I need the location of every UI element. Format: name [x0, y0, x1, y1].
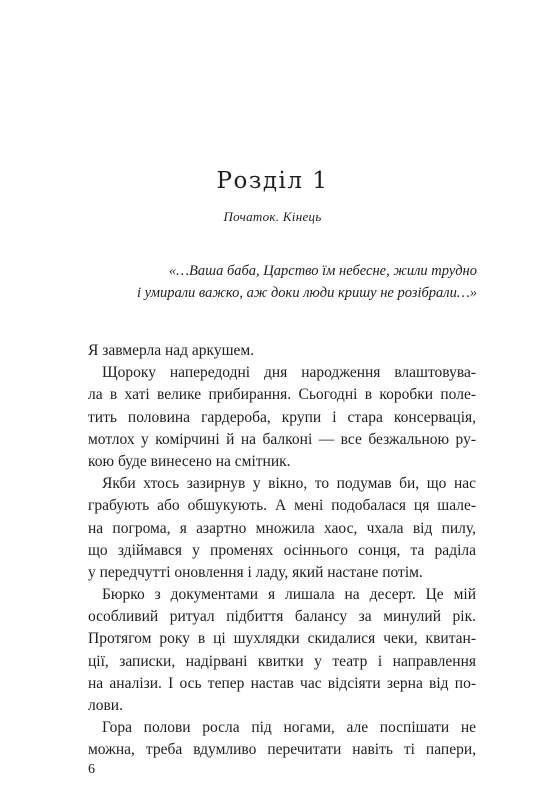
paragraph-line: Гора полови росла під ногами, але поспішати не [102, 719, 476, 737]
paragraph-line: Протягом року в ці шухлядки скидалися чеки, квитан- [88, 630, 476, 648]
paragraph-line: Я завмерла над аркушем. [88, 342, 255, 359]
page-number: 6 [88, 762, 95, 777]
paragraph-line: кою буде винесено на смітник. [88, 452, 291, 470]
epigraph-line: і умирали важко, аж доки люди кришу не розібрали…» [137, 285, 477, 301]
paragraph-line: на погрома, я азартно множила хаос, чхала від пилу, [88, 519, 476, 537]
paragraph-line: на аналізи. І ось тепер настав час відсіяти зерна від по- [88, 674, 476, 692]
paragraph-line: що здіймався у променях осіннього сонця, та раділа [88, 541, 476, 559]
paragraph-line: мотлох у комірчині й на балконі — все безжальною ру- [88, 430, 476, 448]
paragraph-line: у передчутті оновлення і ладу, який настане потім. [88, 563, 423, 581]
epigraph-line: «…Ваша баба, Царство їм небесне, жили трудно [168, 263, 477, 279]
paragraph-line: Щороку напередодні дня народження влаштовува- [102, 364, 476, 382]
paragraph-line: особливий ритуал підбиття балансу за минулий рік. [88, 608, 476, 626]
body-text [88, 340, 476, 762]
paragraph-line: Бюрко з документами я лишала на десерт. Це мій [102, 586, 476, 604]
paragraph-line: тить половина гардероба, крупи і стара консервація, [88, 408, 476, 426]
chapter-title: Розділ 1 [216, 168, 329, 194]
paragraph-line: можна, треба вдумливо перечитати навіть ті папери, [88, 741, 476, 759]
paragraph-line: ла в хаті велике прибирання. Сьогодні в коробки поле- [88, 386, 476, 404]
epigraph [77, 260, 477, 304]
chapter-subtitle: Початок. Кінець [223, 209, 322, 224]
paragraph-line: лови. [88, 697, 123, 714]
paragraph-line: Якби хтось зазирнув у вікно, то подумав би, що нас [102, 475, 476, 493]
paragraph-line: грабують або обшукують. А мені подобалася ця шале- [88, 497, 476, 515]
paragraph-line: ції, записки, надірвані квитки у театр і направлення [88, 652, 476, 670]
